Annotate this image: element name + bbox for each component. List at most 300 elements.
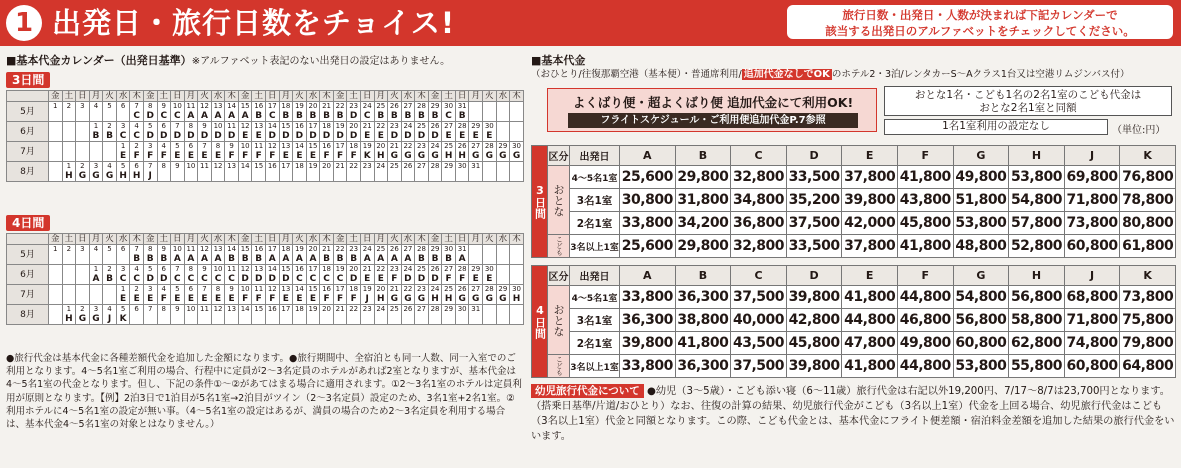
date-number: 16 [294,122,304,130]
date-number: 29 [430,102,440,110]
date-number: 7 [175,265,180,273]
date-number: 23 [349,102,359,110]
date-cell [415,122,429,142]
date-cell [415,305,429,325]
date-number: 13 [213,102,223,110]
price-letter [76,111,89,121]
date-number: 27 [403,245,413,253]
price-letter: E [296,294,303,304]
price-letter: G [390,294,399,304]
price-cell: 29,800 [675,166,731,189]
price-letter: G [78,171,87,181]
price-letter: C [187,274,195,284]
price-cell: 44,800 [897,286,953,309]
price-letter [252,314,265,324]
price-col-D: D [786,146,842,166]
price-letter: E [364,131,371,141]
price-header-row [532,146,1176,166]
price-letter [320,314,333,324]
date-cell [442,102,456,122]
price-letter: E [255,131,262,141]
date-number: 17 [281,305,291,313]
date-cell [184,305,198,325]
price-letter [252,171,265,181]
weekday-cell: 水 [211,91,225,102]
weekday-cell: 土 [442,234,456,245]
date-cell [62,142,76,162]
date-number: 4 [107,162,112,170]
date-number: 18 [281,102,291,110]
price-letter: F [269,151,276,161]
price-letter [429,171,442,181]
price-letter [63,111,76,121]
date-cell [455,245,469,265]
weekday-cell: 水 [496,91,510,102]
price-col-A: A [620,146,676,166]
date-number: 27 [403,102,413,110]
weekday-cell: 金 [143,91,157,102]
price-letter: F [147,151,154,161]
date-number: 16 [267,305,277,313]
date-cell [130,285,144,305]
date-cell [455,265,469,285]
date-cell [320,305,334,325]
date-cell [225,102,239,122]
date-number: 9 [229,142,234,150]
date-cell [333,122,347,142]
weekday-cell: 日 [360,91,374,102]
date-cell [252,102,266,122]
weekday-cell: 火 [293,91,307,102]
date-number: 22 [335,245,345,253]
date-cell [510,245,524,265]
price-letter: B [323,111,330,121]
date-number: 15 [308,142,318,150]
price-row [532,355,1176,378]
price-letter: H [377,294,385,304]
date-number: 7 [175,122,180,130]
date-number: 6 [161,265,167,273]
price-cell: 52,800 [1009,235,1065,258]
weekday-cell: 土 [157,234,171,245]
date-cell [76,122,90,142]
step-number: 1 [6,5,42,41]
date-cell [143,162,157,182]
price-cell: 36,300 [675,355,731,378]
date-number: 12 [200,102,209,110]
date-number: 22 [403,142,413,150]
price-letter: G [458,294,466,304]
price-col-J: J [1064,146,1120,166]
price-letter: G [417,151,426,161]
date-cell [469,162,483,182]
price-letter: B [445,254,453,264]
date-number: 8 [161,305,167,313]
date-cell [171,142,185,162]
date-number: 18 [294,305,304,313]
room-type: 3名1室 [570,309,620,332]
price-cell: 64,800 [1120,355,1176,378]
date-number: 14 [227,245,237,253]
date-cell [89,162,103,182]
date-number: 14 [240,162,250,170]
date-cell [157,102,171,122]
date-number: 13 [254,122,264,130]
date-cell [496,305,510,325]
date-number: 27 [444,265,454,273]
price-letter: B [92,131,100,141]
price-letter [442,171,455,181]
price-cell: 33,500 [786,166,842,189]
price-letter: E [472,274,479,284]
price-letter: A [187,254,195,264]
date-cell [116,305,130,325]
date-cell [510,122,524,142]
date-cell [143,245,157,265]
price-cell: 74,800 [1064,332,1120,355]
price-cell: 57,800 [1009,212,1065,235]
price-letter: D [336,131,344,141]
date-cell [62,245,76,265]
date-header: 出発日 [570,146,620,166]
weekday-cell: 火 [388,234,402,245]
weekday-cell: 金 [143,234,157,245]
date-cell [483,162,497,182]
price-letter: D [431,274,439,284]
date-number: 15 [254,162,264,170]
date-number: 23 [389,122,399,130]
price-letter: G [499,294,507,304]
price-cell: 31,800 [675,189,731,212]
date-cell [211,305,225,325]
date-cell [211,142,225,162]
price-letter: A [309,254,317,264]
price-letter: A [268,254,276,264]
price-cell: 39,800 [842,189,898,212]
child-note-line: おとな2名1室と同額 [979,102,1077,114]
date-cell [333,162,347,182]
date-cell [62,102,76,122]
date-number: 4 [161,285,167,293]
date-number: 17 [267,102,277,110]
date-cell [428,305,442,325]
date-cell [266,162,280,182]
price-letter: G [78,314,87,324]
price-letter: A [200,254,208,264]
price-letter: F [350,151,357,161]
date-number: 15 [281,122,291,130]
date-cell [442,265,456,285]
date-cell [388,122,402,142]
date-cell [320,122,334,142]
header-note-line: 該当する出発日のアルファベットをチェックしてください。 [825,24,1135,38]
date-cell [347,122,361,142]
price-letter: B [418,111,425,121]
price-col-K: K [1120,146,1176,166]
date-cell [279,305,293,325]
single-room-note: 1名1室利用の設定なし [884,119,1108,135]
price-cell: 39,800 [786,286,842,309]
date-cell [510,162,524,182]
date-number: 7 [147,162,153,170]
date-number: 10 [240,285,250,293]
date-cell [401,122,415,142]
date-cell [279,162,293,182]
date-cell [320,265,334,285]
date-cell [347,162,361,182]
calendar-row [7,305,524,325]
kubun-header: 区分 [548,146,570,166]
price-cell: 44,800 [897,355,953,378]
infant-title: 幼児旅行代金について [531,384,644,398]
price-letter [103,254,116,264]
date-cell [266,265,280,285]
date-cell [225,142,239,162]
date-number: 30 [512,285,522,293]
date-number: 10 [213,265,223,273]
date-number: 22 [376,122,386,130]
price-letter [198,314,211,324]
date-cell [238,122,252,142]
price-col-K: K [1120,266,1176,286]
date-cell [428,142,442,162]
weekday-cell: 木 [130,91,144,102]
weekday-cell: 火 [103,234,117,245]
price-letter: E [459,131,466,141]
date-header: 出発日 [570,266,620,286]
weekday-cell: 土 [347,234,361,245]
date-number: 24 [376,162,386,170]
price-letter: D [146,111,154,121]
date-cell [198,245,212,265]
price-letter: B [390,111,398,121]
date-number: 7 [134,245,139,253]
date-number: 16 [322,285,331,293]
price-letter [171,171,184,181]
weekday-cell: 金 [238,91,252,102]
price-letter [456,171,469,181]
price-letter: G [404,151,412,161]
price-letter [280,171,293,181]
date-number: 21 [335,162,345,170]
price-letter: D [187,131,195,141]
date-cell [116,245,130,265]
date-cell [279,245,293,265]
price-letter: D [349,111,358,121]
price-letter [198,171,211,181]
date-number: 9 [202,265,207,273]
price-letter: E [120,151,127,161]
date-cell [442,162,456,182]
date-number: 1 [93,265,99,273]
date-number: 24 [430,142,440,150]
price-cell: 69,800 [1064,166,1120,189]
flight-schedule-ref: フライトスケジュール・ご利用便追加代金P.7参照 [568,113,858,128]
date-cell [401,245,415,265]
date-cell [238,142,252,162]
date-cell [333,142,347,162]
date-cell [198,265,212,285]
price-letter: C [174,111,181,121]
price-letter: F [445,274,452,284]
date-cell [76,102,90,122]
date-number: 24 [362,245,372,253]
date-cell [496,265,510,285]
price-letter: B [458,111,466,121]
date-number: 5 [107,245,112,253]
date-cell [266,122,280,142]
date-cell [320,102,334,122]
date-cell [401,162,415,182]
price-letter: E [242,131,249,141]
date-number: 4 [134,122,139,130]
date-number: 5 [147,122,153,130]
group-adult: おとな [548,166,570,235]
weekday-cell: 木 [130,234,144,245]
price-cell: 75,800 [1120,309,1176,332]
date-number: 6 [134,162,139,170]
date-number: 22 [376,265,386,273]
badge-3days: 3日間 [6,72,50,88]
date-cell [496,245,510,265]
date-cell [103,245,117,265]
weekday-cell: 水 [116,91,130,102]
price-letter: J [365,294,369,304]
price-cell: 58,800 [1009,309,1065,332]
date-number: 15 [240,245,250,253]
date-cell [279,122,293,142]
date-number: 24 [403,122,413,130]
price-letter: B [431,254,439,264]
weekday-cell: 木 [225,234,239,245]
price-letter: G [485,151,493,161]
group-child: こども [548,355,570,378]
month-label: 5月 [7,245,49,265]
price-row [532,235,1176,258]
date-cell [442,305,456,325]
price-letter [76,254,89,264]
date-cell [347,142,361,162]
date-number: 23 [389,265,399,273]
date-number: 25 [444,285,454,293]
date-number: 28 [457,265,467,273]
price-letter: F [269,294,276,304]
calendar-section-title [6,52,450,68]
price-letter: D [146,274,154,284]
weekday-cell: 月 [469,91,483,102]
calendar-row [7,245,524,265]
date-cell [211,162,225,182]
date-number: 15 [281,265,291,273]
calendar-row [7,102,524,122]
date-cell [157,245,171,265]
price-cell: 33,800 [620,355,676,378]
date-cell [293,285,307,305]
date-cell [198,305,212,325]
date-cell [49,265,63,285]
date-cell [103,265,117,285]
date-number: 6 [188,285,194,293]
price-letter: C [309,274,317,284]
date-cell [49,122,63,142]
no-extra-tag: 追加代金なしでOK [743,69,830,80]
date-cell [89,285,103,305]
date-number: 11 [186,245,196,253]
date-cell [266,102,280,122]
month-label: 6月 [7,265,49,285]
room-type: 4〜5名1室 [570,286,620,309]
date-number: 10 [240,142,250,150]
date-cell [428,102,442,122]
price-cell: 60,800 [1064,235,1120,258]
date-number: 21 [322,102,331,110]
weekday-cell: 月 [184,234,198,245]
price-letter: D [282,131,290,141]
date-cell [89,122,103,142]
date-cell [428,285,442,305]
date-cell [455,162,469,182]
date-cell [49,305,63,325]
price-letter: B [350,254,358,264]
date-number: 17 [267,245,277,253]
date-number: 11 [200,305,209,313]
date-number: 26 [403,305,413,313]
date-cell [360,245,374,265]
date-number: 20 [376,285,386,293]
child-note-line: おとな1名・こども1名の2名1室のこども代金は [914,89,1142,101]
price-letter: A [92,274,100,284]
weekday-cell: 月 [374,234,388,245]
date-number: 6 [120,245,126,253]
price-letter: C [119,274,127,284]
date-number: 15 [308,285,318,293]
date-number: 14 [294,142,304,150]
date-cell [143,122,157,142]
date-number: 15 [254,305,264,313]
date-cell [171,265,185,285]
date-number: 1 [120,285,126,293]
date-cell [198,162,212,182]
date-number: 13 [213,245,223,253]
page-header [0,0,1181,46]
date-number: 30 [512,142,522,150]
weekday-cell: 月 [469,234,483,245]
date-cell [225,305,239,325]
date-number: 31 [471,305,481,313]
price-letter: F [160,294,167,304]
date-cell [116,162,130,182]
date-cell [103,142,117,162]
price-letter: C [133,111,140,121]
date-cell [388,162,402,182]
price-letter: E [309,294,317,304]
date-number: 19 [362,142,372,150]
date-cell [388,305,402,325]
price-letter: B [309,111,317,121]
price-letter: C [174,274,181,284]
date-cell [89,102,103,122]
price-letter: J [107,314,112,324]
date-cell [62,285,76,305]
price-cell: 49,800 [953,166,1009,189]
date-cell [401,285,415,305]
price-cell: 68,800 [1064,286,1120,309]
price-col-H: H [1009,266,1065,286]
price-letter [225,171,238,181]
month-label: 6月 [7,122,49,142]
price-cell: 54,800 [1009,189,1065,212]
price-letter: E [187,294,194,304]
